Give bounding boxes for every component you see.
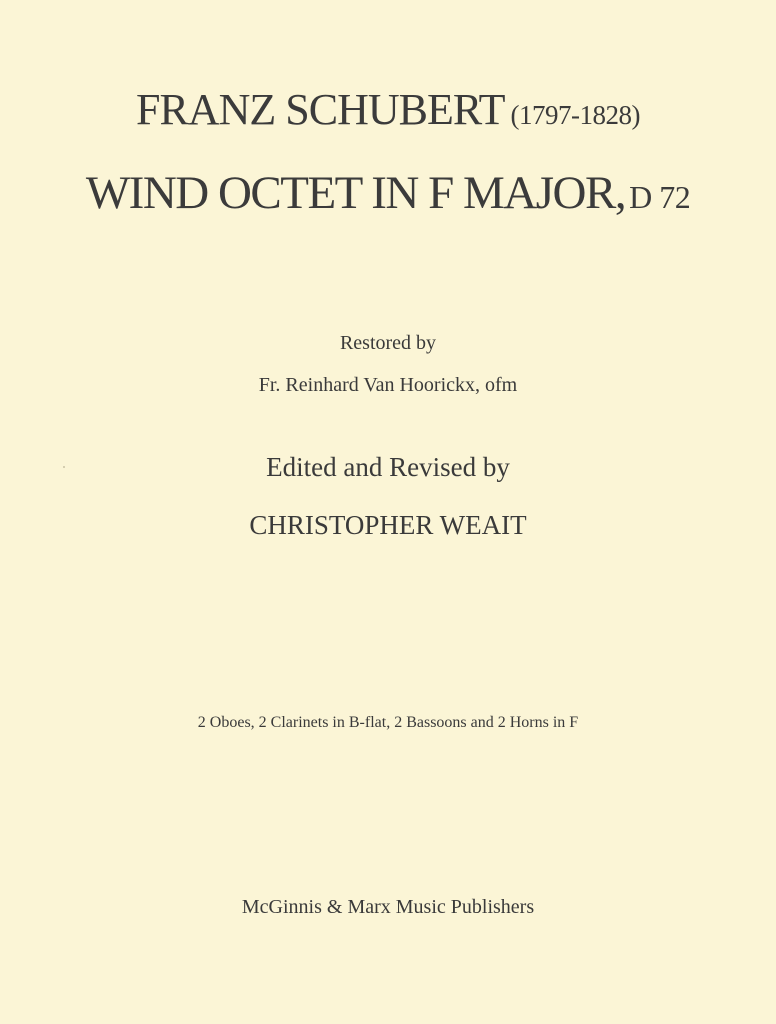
composer-name: FRANZ SCHUBERT xyxy=(136,85,505,134)
work-title-heading xyxy=(0,166,776,220)
instrumentation-line: 2 Oboes, 2 Clarinets in B-flat, 2 Bassoons and 2 Horns in F xyxy=(197,714,579,731)
composer-heading xyxy=(0,84,776,135)
publisher-name: McGinnis & Marx Music Publishers xyxy=(241,896,535,918)
restorer-name: Fr. Reinhard Van Hoorickx, ofm xyxy=(258,374,518,396)
composer-dates: (1797-1828) xyxy=(510,100,640,130)
paper-speck xyxy=(63,466,65,468)
catalog-number: D 72 xyxy=(629,179,691,215)
editor-name: CHRISTOPHER WEAIT xyxy=(249,510,527,540)
edited-by-label: Edited and Revised by xyxy=(266,452,510,482)
work-title: WIND OCTET IN F MAJOR, xyxy=(85,167,626,219)
restored-by-label: Restored by xyxy=(339,332,437,354)
